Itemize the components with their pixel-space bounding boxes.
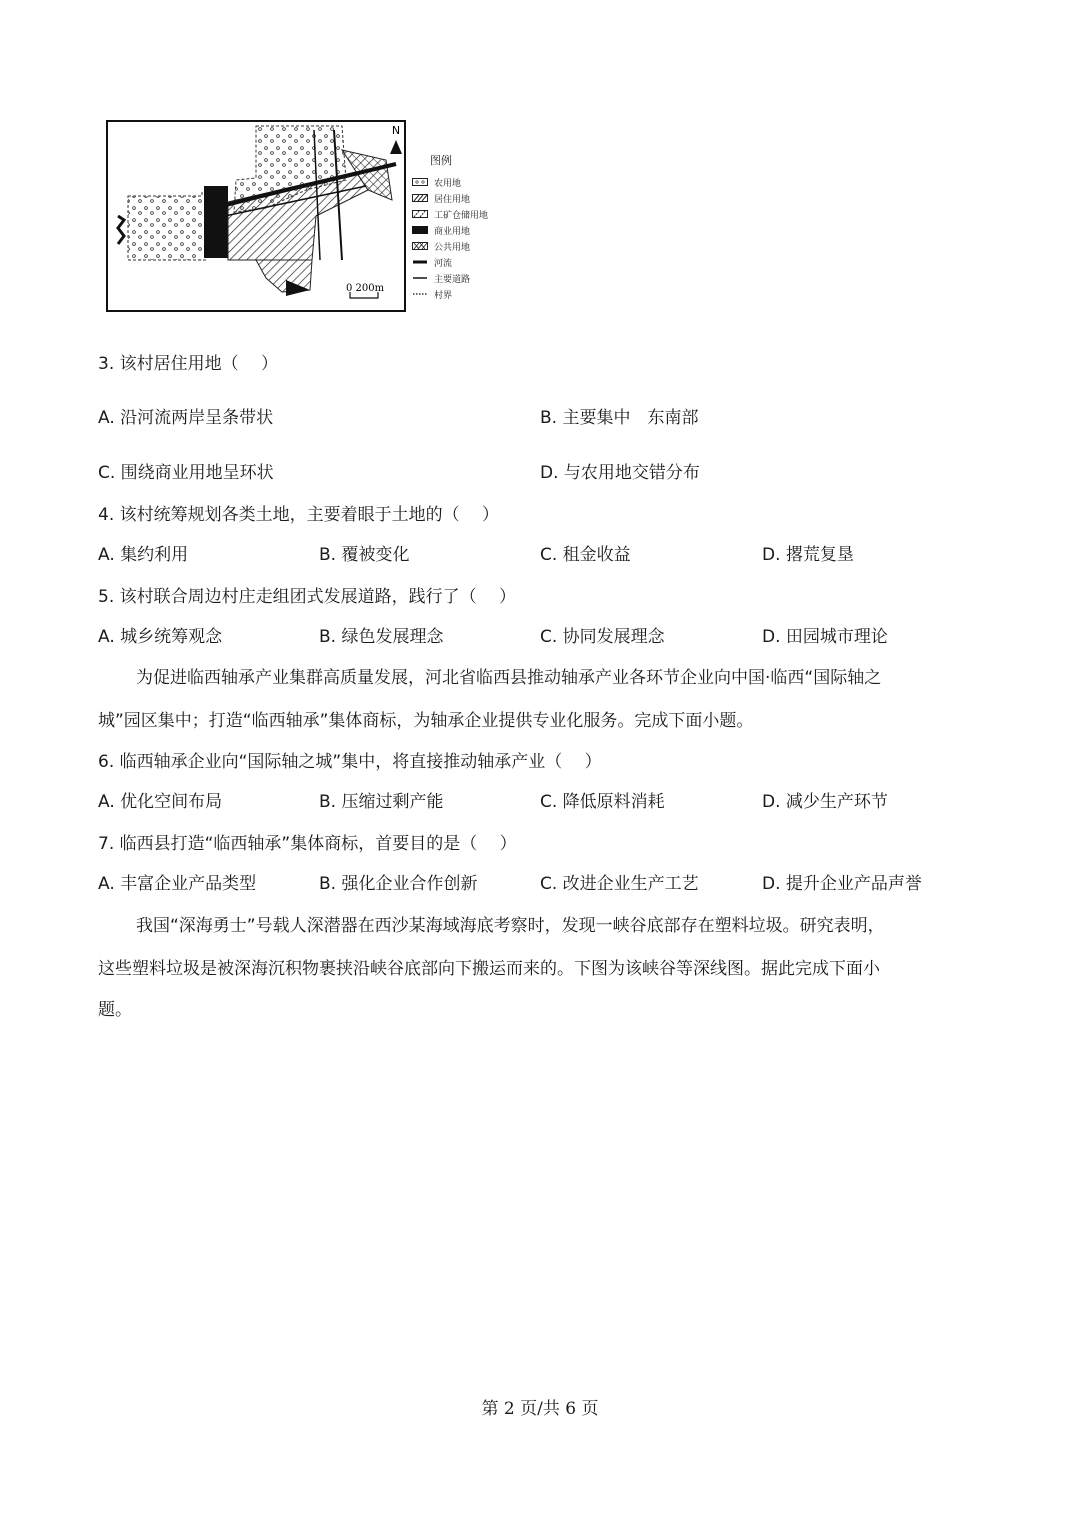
question-6-option-c[interactable]: C. 降低原料消耗 bbox=[540, 792, 665, 812]
legend-label: 公共用地 bbox=[434, 242, 471, 253]
legend-label: 主要道路 bbox=[434, 274, 471, 285]
legend-item bbox=[412, 190, 522, 206]
question-7-option-d[interactable]: D. 提升企业产品声誉 bbox=[762, 874, 922, 894]
question-5-option-d[interactable]: D. 田园城市理论 bbox=[762, 627, 888, 647]
legend-item bbox=[412, 238, 522, 254]
question-4-option-d[interactable]: D. 撂荒复垦 bbox=[762, 545, 854, 565]
legend-label: 工矿仓储用地 bbox=[434, 210, 489, 221]
page-footer: 第 2 页/共 6 页 bbox=[481, 1399, 599, 1419]
question-5-stem: 5. 该村联合周边村庄走组团式发展道路，践行了（ ） bbox=[98, 587, 517, 607]
north-label: N bbox=[391, 124, 401, 137]
legend-swatch-icon bbox=[412, 242, 430, 250]
passage-2-line-1: 我国“深海勇士”号载人深潜器在西沙某海域海底考察时，发现一峡谷底部存在塑料垃圾。研究表明， bbox=[136, 916, 885, 936]
question-4-option-b[interactable]: B. 覆被变化 bbox=[319, 545, 410, 565]
legend-item bbox=[412, 270, 522, 286]
legend-label: 居住用地 bbox=[434, 194, 471, 205]
passage-2-line-3: 题。 bbox=[98, 1000, 132, 1020]
legend-item bbox=[412, 286, 522, 302]
question-7-option-a[interactable]: A. 丰富企业产品类型 bbox=[98, 874, 257, 894]
question-4-option-a[interactable]: A. 集约利用 bbox=[98, 545, 189, 565]
passage-1-line-1: 为促进临西轴承产业集群高质量发展，河北省临西县推动轴承产业各环节企业向中国·临西“国际轴之 bbox=[136, 668, 882, 688]
question-3-option-c[interactable]: C. 围绕商业用地呈环状 bbox=[98, 463, 274, 483]
question-3-stem: 3. 该村居住用地（ ） bbox=[98, 354, 279, 374]
legend-swatch-icon bbox=[412, 226, 430, 234]
question-7-option-c[interactable]: C. 改进企业生产工艺 bbox=[540, 874, 699, 894]
legend-item bbox=[412, 254, 522, 270]
question-4-stem: 4. 该村统筹规划各类土地，主要着眼于土地的（ ） bbox=[98, 505, 500, 525]
legend-swatch-icon bbox=[412, 194, 430, 202]
question-6-option-b[interactable]: B. 压缩过剩产能 bbox=[319, 792, 444, 812]
question-6-option-a[interactable]: A. 优化空间布局 bbox=[98, 792, 223, 812]
map-legend bbox=[412, 152, 522, 312]
legend-item bbox=[412, 222, 522, 238]
village-land-use-map bbox=[106, 120, 406, 312]
legend-swatch-icon bbox=[412, 178, 430, 186]
question-7-stem: 7. 临西县打造“临西轴承”集体商标，首要目的是（ ） bbox=[98, 834, 517, 854]
question-4-option-c[interactable]: C. 租金收益 bbox=[540, 545, 631, 565]
question-5-option-c[interactable]: C. 协同发展理念 bbox=[540, 627, 665, 647]
passage-2-line-2: 这些塑料垃圾是被深海沉积物裹挟沿峡谷底部向下搬运而来的。下图为该峡谷等深线图。据此完成下面小 bbox=[98, 959, 880, 979]
question-6-option-d[interactable]: D. 减少生产环节 bbox=[762, 792, 888, 812]
legend-item bbox=[412, 206, 522, 222]
legend-item bbox=[412, 174, 522, 190]
question-3-option-b[interactable]: B. 主要集中 东南部 bbox=[540, 408, 699, 428]
legend-swatch-icon bbox=[412, 258, 430, 266]
legend-swatch-icon bbox=[412, 274, 430, 282]
question-5-option-b[interactable]: B. 绿色发展理念 bbox=[319, 627, 444, 647]
passage-1-line-2: 城”园区集中；打造“临西轴承”集体商标，为轴承企业提供专业化服务。完成下面小题。 bbox=[98, 711, 754, 731]
legend-label: 村界 bbox=[434, 290, 453, 301]
question-7-option-b[interactable]: B. 强化企业合作创新 bbox=[319, 874, 478, 894]
legend-title: 图例 bbox=[430, 154, 452, 167]
legend-swatch-icon bbox=[412, 290, 430, 298]
question-5-option-a[interactable]: A. 城乡统筹观念 bbox=[98, 627, 223, 647]
legend-label: 商业用地 bbox=[434, 226, 471, 237]
scale-label: 0 200m bbox=[346, 283, 385, 294]
legend-swatch-icon bbox=[412, 210, 430, 218]
legend-label: 农用地 bbox=[434, 178, 462, 189]
question-6-stem: 6. 临西轴承企业向“国际轴之城”集中，将直接推动轴承产业（ ） bbox=[98, 752, 602, 772]
legend-label: 河流 bbox=[434, 258, 453, 269]
question-3-option-a[interactable]: A. 沿河流两岸呈条带状 bbox=[98, 408, 274, 428]
question-3-option-d[interactable]: D. 与农用地交错分布 bbox=[540, 463, 700, 483]
